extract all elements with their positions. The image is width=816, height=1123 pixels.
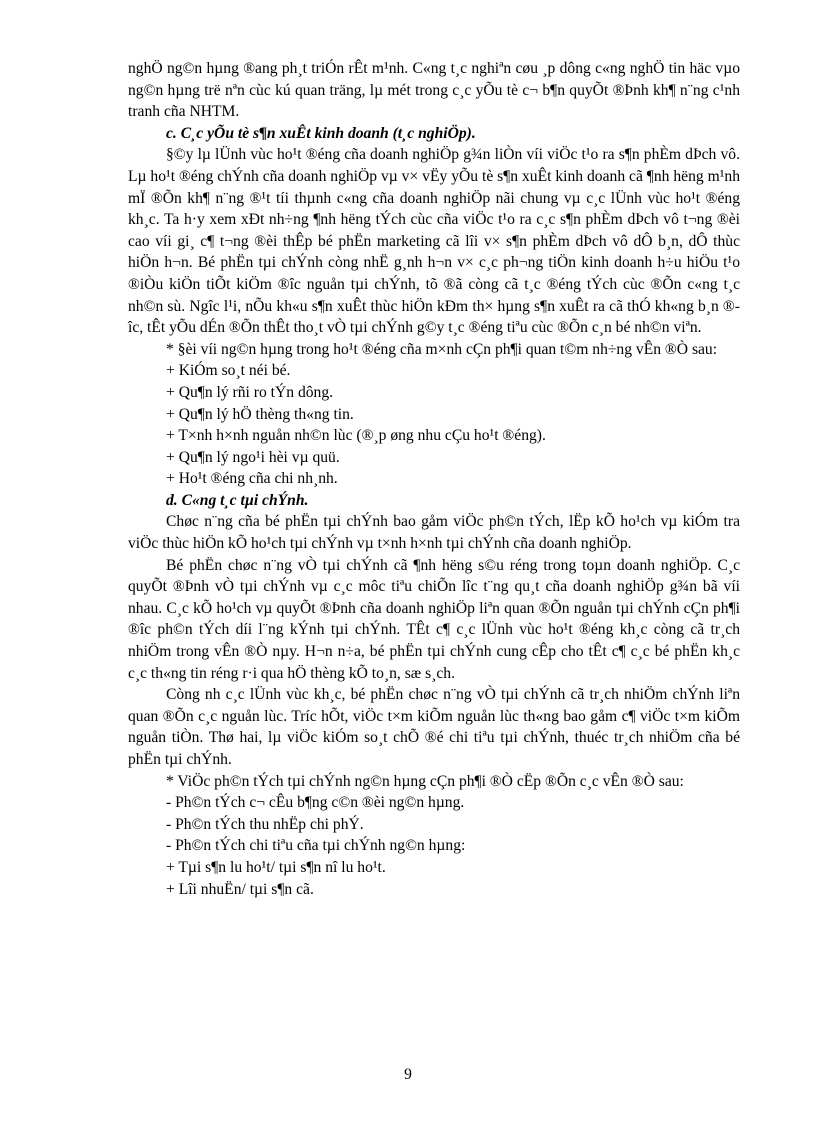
list-item: + Qu¶n lý ngo¹i hèi vµ quü. [166,448,340,466]
list-item: + KiÓm so¸t néi bé. [166,362,291,380]
paragraph: Bé phËn chøc n¨ng vÒ tµi chÝnh cã ¶nh hëng s©u réng trong toµn doanh nghiÖp. C¸c quyÕt ®Þnh vÒ tµi chÝnh vµ c¸c môc tiªu chiÕn lîc t¨ng qu¸t cña doanh nghiÖp g¾n bã víi nhau. C¸c kÕ ho¹ch vµ quyÕt ®Þnh cña doanh nghiÖp liªn quan ®Õn nguån tµi chÝnh cÇn ph¶i ®îc ph©n tÝch díi l¨ng kÝnh tµi chÝnh. TÊt c¶ c¸c lÜnh vùc ho¹t ®éng kh¸c còng cã tr¸ch nhiÖm trong vÊn ®Ò nµy. H¬n n÷a, bé phËn tµi chÝnh cung cÊp cho tÊt c¶ c¸c bé phËn kh¸c c¸c th«ng tin réng r·i qua hÖ thèng kÕ to¸n, sæ s¸ch. [128,556,740,682]
list-item: - Ph©n tÝch c¬ cÊu b¶ng c©n ®èi ng©n hµng. [166,794,465,812]
paragraph: * §èi víi ng©n hµng trong ho¹t ®éng cña m×nh cÇn ph¶i quan t©m nh÷ng vÊn ®Ò sau: [166,340,718,358]
paragraph-cont: nghÖ ng©n hµng ®ang ph¸t triÓn rÊt m¹nh. C«ng t¸c nghiªn cøu ¸p dông c«ng nghÖ tin häc vµo ng©n hµng trë nªn cùc kú quan träng, lµ mét trong c¸c yÕu tè c¬ b¶n quyÕt ®Þnh kh¶ n¨ng c¹nh tranh cña NHTM. [128,60,740,121]
list-item: + Lîi nhuËn/ tµi s¶n cã. [166,880,314,898]
list-item: - Ph©n tÝch chi tiªu cña tµi chÝnh ng©n hµng: [166,837,466,855]
list-item: - Ph©n tÝch thu nhËp chi phÝ. [166,815,364,833]
page-number: 9 [404,1066,412,1083]
paragraph: Chøc n¨ng cña bé phËn tµi chÝnh bao gåm viÖc ph©n tÝch, lËp kÕ ho¹ch vµ kiÓm tra viÖc thùc hiÖn kÕ ho¹ch tµi chÝnh vµ t×nh h×nh tµi chÝnh cña doanh nghiÖp. [128,513,740,553]
list-item: + Qu¶n lý rñi ro tÝn dông. [166,383,334,401]
page-body [128,58,740,900]
list-item: + Ho¹t ®éng cña chi nh¸nh. [166,470,338,488]
list-item: + Qu¶n lý hÖ thèng th«ng tin. [166,405,354,423]
paragraph: §©y lµ lÜnh vùc ho¹t ®éng cña doanh nghiÖp g¾n liÒn víi viÖc t¹o ra s¶n phÈm dÞch vô. Lµ ho¹t ®éng chÝnh cña doanh nghiÖp vµ v× vËy yÕu tè s¶n xuÊt kinh doanh cã ¶nh hëng m¹nh mÏ ®Õn kh¶ n¨ng ®¹t tíi thµnh c«ng cña doanh nghiÖp nãi chung vµ c¸c lÜnh vùc ho¹t ®éng kh¸c. Ta h·y xem xÐt nh÷ng ¶nh hëng tÝch cùc cña viÖc t¹o ra c¸c s¶n phÈm dÞch vô t¬ng ®èi cao víi gi¸ c¶ t¬ng ®èi thÊp bé phËn marketing cã lîi v× s¶n phÈm dÞch vô dÔ b¸n, dÔ thùc hiÖn h¬n. Bé phËn tµi chÝnh còng nhË g¸nh h¬n v× c¸c ph¬ng tiÖn kinh doanh h÷u hiÖu t¹o ®iÒu kiÖn tiÕt kiÖm ®îc nguån tµi chÝnh, tõ ®ã còng cã t¸c ®éng tÝch cùc ®Õn c«ng t¸c nh©n sù. Ngîc l¹i, nÕu kh«u s¶n xuÊt thùc hiÖn kÐm th× hµng s¶n xuÊt ra cã thÓ kh«ng b¸n ®îc, tÊt yÕu dÉn ®Õn thÊt tho¸t vÒ tµi chÝnh g©y t¸c ®éng tiªu cùc ®Õn c¸n bé nh©n viªn. [128,146,740,337]
paragraph: * ViÖc ph©n tÝch tµi chÝnh ng©n hµng cÇn ph¶i ®Ò cËp ®Õn c¸c vÊn ®Ò sau: [166,772,684,790]
section-heading-c: c. C¸c yÕu tè s¶n xuÊt kinh doanh (t¸c nghiÖp). [166,124,476,142]
list-item: + Tµi s¶n lu ho¹t/ tµi s¶n nî lu ho¹t. [166,858,386,876]
section-heading-d: d. C«ng t¸c tµi chÝnh. [166,491,309,509]
list-item: + T×nh h×nh nguån nh©n lùc (®¸p øng nhu cÇu ho¹t ®éng). [166,427,546,445]
paragraph: Còng nh c¸c lÜnh vùc kh¸c, bé phËn chøc n¨ng vÒ tµi chÝnh cã tr¸ch nhiÖm chÝnh liªn quan ®Õn c¸c nguån lùc. Tríc hÕt, viÖc t×m kiÕm nguån lùc th«ng bao gåm c¶ viÖc t×m kiÕm nguån tiÒn. Thø hai, lµ viÖc kiÓm so¸t chÕ ®é chi tiªu tµi chÝnh, thuéc tr¸ch nhiÖm cña bé phËn tµi chÝnh. [128,686,740,768]
